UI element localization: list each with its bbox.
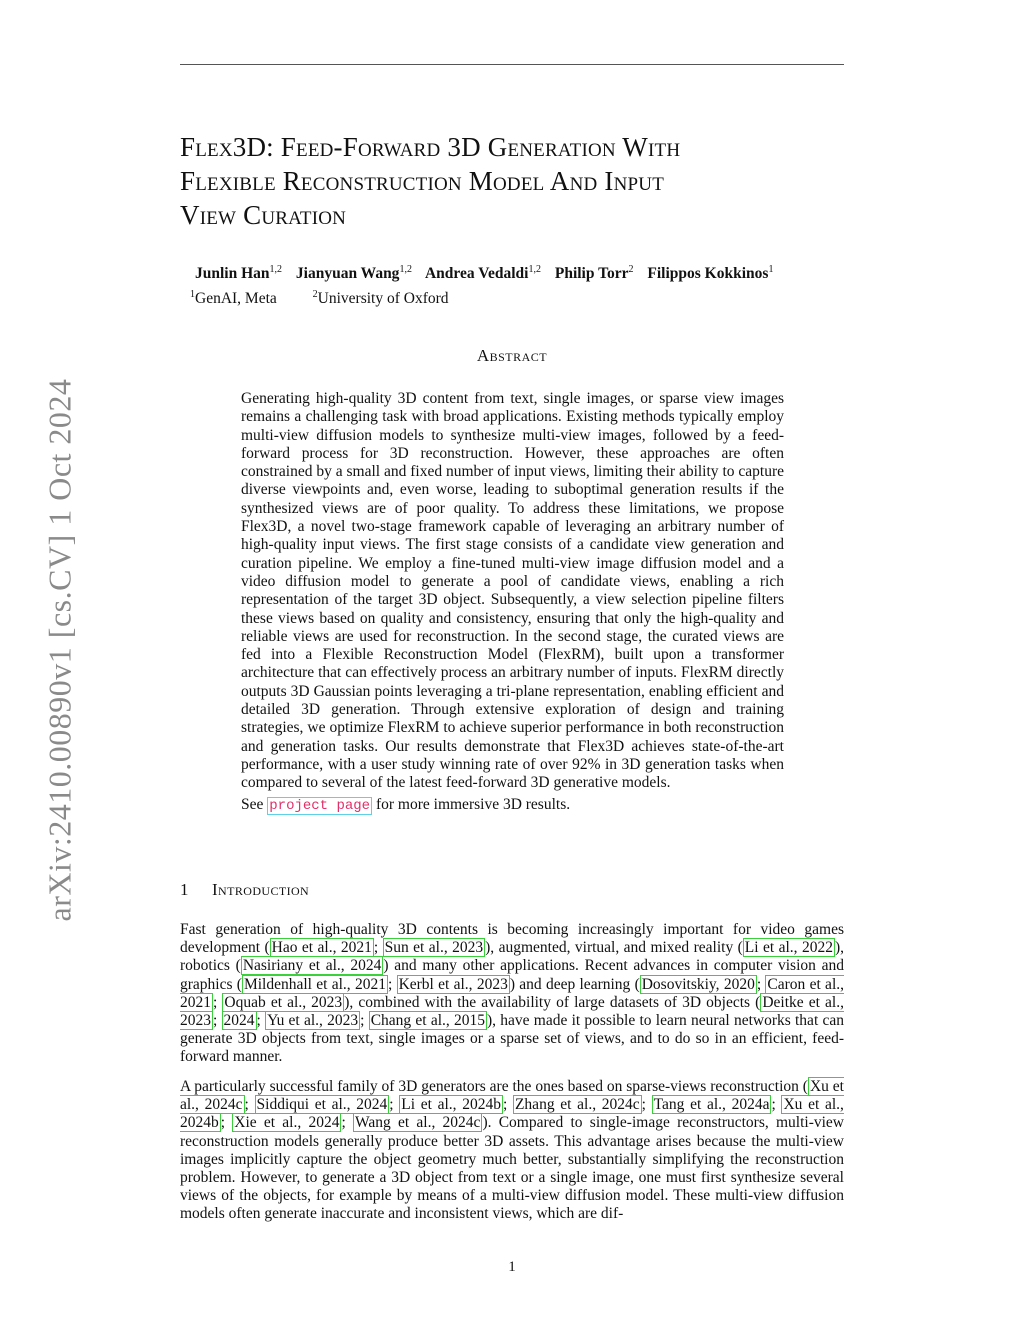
citation-link[interactable]: Dosovitskiy, 2020 [641, 975, 755, 993]
author: Junlin Han$^{1,2}$ [195, 264, 283, 283]
citation-link[interactable]: Tang et al., 2024a [653, 1096, 770, 1114]
title-line: Flexible Reconstruction Model And Input [180, 166, 665, 196]
citation-link[interactable]: Oquab et al., 2023 [224, 993, 343, 1011]
affiliations [190, 285, 855, 308]
author-block [190, 260, 855, 308]
abstract-text: Generating high-quality 3D content from text, single images, or sparse view images remains a challenging task with broad applications. Existing methods typically employ multi-view diffusion models to synthesize multi-view images, followed by a feed-forward process for 3D reconstruction. However, these approaches are often constrained by a small and fixed number of input views, limiting their ability to capture diverse viewpoints and, even worse, leading to suboptimal generation results if the synthesized views are of poor quality. To address these limitations, we propose Flex3D, a novel two-stage framework capable of leveraging an arbitrary number of high-quality input views. The first stage consists of a candidate view generation and curation pipeline. We employ a fine-tuned multi-view image diffusion model and a video diffusion model to generate a pool of candidate views, enabling a rich representation of the target 3D object. Subsequently, a view selection pipeline filters these views based on quality and consistency, ensuring that only the high-quality and reliable views are used for reconstruction. In the second stage, the curated views are fed into a Flexible Reconstruction Model (FlexRM), built upon a transformer architecture that can effectively process an arbitrary number of inputs. FlexRM directly outputs 3D Gaussian points leveraging a tri-plane representation, enabling efficient and detailed 3D generation. Through extensive exploration of design and training strategies, we optimize FlexRM to achieve superior performance in both reconstruction and generation tasks. Our results demonstrate that Flex3D achieves state-of-the-art performance, with a user study winning rate of over 92% in 3D generation tasks when compared to several of the latest feed-forward 3D generative models. [241, 390, 784, 792]
citation-link[interactable]: Chang et al., 2015 [370, 1012, 486, 1030]
citation-link[interactable]: Zhang et al., 2024c [514, 1096, 640, 1114]
author: Philip Torr$^2$ [554, 264, 634, 283]
intro-paragraph-2: A particularly successful family of 3D generators are the ones based on sparse-views reconstruction ( Xu et al., 2024c ; Siddiqui et al., 2024 ; Li et al., 2024b ; Zhang et al., 2024c ; Tang et al., 2024a ; Xu et al., 2024b ; Xie et al., 2024 ; Wang et al., 2024c ). Compared to single-image reconstructors, multi-view reconstruction models generally produce better 3D assets. This advantage arises because the multi-view images implicitly capture the object geometry much better, substantially simplifying the reconstruction problem. However, to generate a 3D object from text or a single image, one must first synthesize several views of the objects, for example by means of a multi-view diffusion model. These multi-view diffusion models often generate inaccurate and inconsistent views, which are dif- [180, 1078, 844, 1223]
page-number: 1 [508, 1259, 516, 1275]
title-line: View Curation [180, 200, 347, 230]
title-line: Flex3D: Feed-Forward 3D Generation With [180, 132, 681, 162]
citation-link[interactable]: Kerbl et al., 2023 [398, 975, 508, 993]
citation-link[interactable]: Li et al., 2024b [401, 1096, 501, 1114]
author: Filippos Kokkinos$^1$ [647, 264, 774, 283]
citation-link[interactable]: Xu et al., 2024c [180, 1078, 844, 1114]
citation-link[interactable]: Deitke et al., 2023 [180, 993, 844, 1030]
citation-link[interactable]: Yu et al., 2023 [267, 1012, 359, 1030]
citation-link[interactable]: Mildenhall et al., 2021 [243, 975, 386, 993]
arxiv-stamp: arXiv:2410.00890v1 [cs.CV] 1 Oct 2024 [41, 378, 78, 922]
project-page-link[interactable]: project page [269, 797, 371, 814]
citation-link[interactable]: Siddiqui et al., 2024 [256, 1096, 388, 1114]
citation-link[interactable]: Li et al., 2022 [744, 939, 833, 957]
citation-link[interactable]: Wang et al., 2024c [355, 1114, 481, 1132]
section-number: 1 [180, 880, 189, 899]
abstract [241, 390, 784, 815]
citation-link[interactable]: Xu et al., 2024b [180, 1096, 844, 1132]
top-rule [180, 64, 844, 65]
project-page-line: See project page for more immersive 3D results. [241, 795, 571, 814]
citation-link[interactable]: Sun et al., 2023 [384, 939, 484, 957]
section-heading [180, 880, 309, 900]
abstract-heading: Abstract [476, 346, 548, 365]
citation-link[interactable]: 2024 [223, 1012, 255, 1030]
citation-link[interactable]: Caron et al., 2021 [180, 975, 844, 1011]
paper-title [180, 130, 850, 232]
intro-paragraph-1: Fast generation of high-quality 3D contents is becoming increasingly important for video games development ( Hao et al., 2021 ; Sun et al., 2023 ), augmented, virtual, and mixed reality ( Li et al., 2022 ), robotics ( Nasiriany et al., 2024 ) and many other applications. Recent advances in computer vision and graphics ( Mildenhall et al., 2021 ; Kerbl et al., 2023 ) and deep learning ( Dosovitskiy, 2020 ; Caron et al., 2021 ; Oquab et al., 2023 ), combined with the availability of large datasets of 3D objects ( Deitke et al., 2023 ; 2024 ; Yu et al., 2023 ; Chang et al., 2015 ), have made it possible to learn neural networks that can generate 3D objects from text, single images or a sparse set of views, and to do so in an efficient, feed-forward manner. [180, 921, 844, 1066]
affiliation: $^1$GenAI, Meta [190, 289, 277, 308]
author: Andrea Vedaldi$^{1,2}$ [424, 264, 541, 283]
author: Jianyuan Wang$^{1,2}$ [295, 264, 412, 283]
affiliation: $^2$University of Oxford [312, 289, 449, 308]
citation-link[interactable]: Xie et al., 2024 [234, 1114, 340, 1132]
citation-link[interactable]: Nasiriany et al., 2024 [242, 957, 382, 975]
author-list [195, 260, 855, 283]
citation-link[interactable]: Hao et al., 2021 [271, 939, 372, 957]
section-title: Introduction [212, 880, 310, 899]
